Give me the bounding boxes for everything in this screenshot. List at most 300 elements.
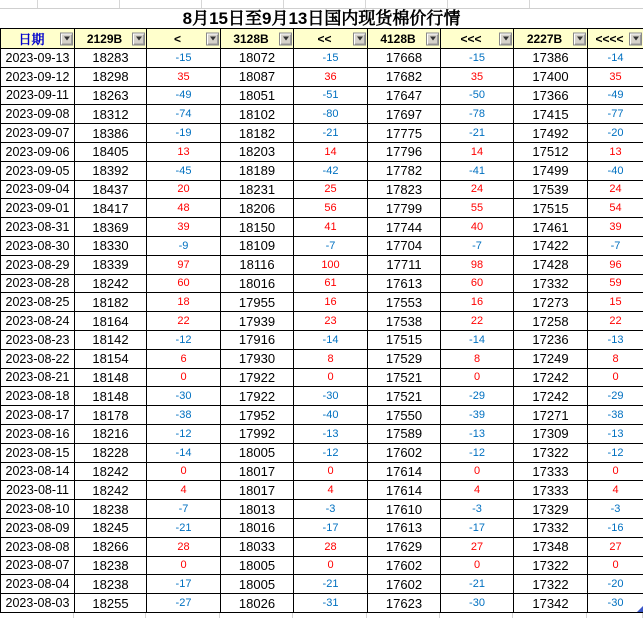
table-row [1, 500, 643, 519]
price-cell: 17332 [514, 518, 588, 537]
change-cell: 39 [588, 218, 643, 237]
change-cell: 0 [588, 368, 643, 387]
sheet-gridlines-bottom [0, 613, 643, 618]
change-cell: -16 [588, 518, 643, 537]
price-cell: 17682 [368, 67, 441, 86]
change-cell: 16 [294, 293, 368, 312]
price-cell: 17647 [368, 86, 441, 105]
column-header-label: <<<< [595, 31, 624, 46]
change-cell: -27 [147, 594, 221, 613]
header-cell-2227B [514, 29, 588, 49]
table-row [1, 105, 643, 124]
change-cell: 27 [441, 537, 514, 556]
change-cell: 35 [441, 67, 514, 86]
table-row [1, 255, 643, 274]
chevron-down-icon [357, 37, 363, 41]
change-cell: -19 [147, 124, 221, 143]
change-cell: -41 [441, 161, 514, 180]
date-cell: 2023-08-04 [1, 575, 75, 594]
date-cell: 2023-09-07 [1, 124, 75, 143]
change-cell: -12 [147, 330, 221, 349]
date-cell: 2023-08-21 [1, 368, 75, 387]
change-cell: 28 [294, 537, 368, 556]
date-cell: 2023-08-31 [1, 218, 75, 237]
price-cell: 17613 [368, 518, 441, 537]
column-header-label: << [317, 31, 332, 46]
price-cell: 17236 [514, 330, 588, 349]
table-row [1, 349, 643, 368]
price-cell: 17332 [514, 274, 588, 293]
price-cell: 17309 [514, 424, 588, 443]
change-cell: 4 [441, 481, 514, 500]
change-cell: -17 [294, 518, 368, 537]
price-cell: 18148 [75, 387, 147, 406]
filter-dropdown-button[interactable] [573, 32, 586, 45]
price-cell: 17348 [514, 537, 588, 556]
price-cell: 18437 [75, 180, 147, 199]
filter-dropdown-button[interactable] [132, 32, 145, 45]
change-cell: 60 [441, 274, 514, 293]
change-cell: 0 [441, 368, 514, 387]
price-cell: 17515 [514, 199, 588, 218]
table-row [1, 387, 643, 406]
table-row [1, 218, 643, 237]
date-cell: 2023-08-10 [1, 500, 75, 519]
table-row [1, 424, 643, 443]
date-cell: 2023-09-11 [1, 86, 75, 105]
header-cell-4128B [368, 29, 441, 49]
price-cell: 17602 [368, 443, 441, 462]
price-cell: 18189 [221, 161, 294, 180]
change-cell: 61 [294, 274, 368, 293]
change-cell: -21 [294, 124, 368, 143]
price-cell: 17492 [514, 124, 588, 143]
price-cell: 18242 [75, 481, 147, 500]
change-cell: 24 [588, 180, 643, 199]
chevron-down-icon [136, 37, 142, 41]
change-cell: -15 [441, 49, 514, 68]
price-cell: 17529 [368, 349, 441, 368]
chevron-down-icon [64, 37, 70, 41]
change-cell: 100 [294, 255, 368, 274]
change-cell: -7 [441, 236, 514, 255]
change-cell: -14 [588, 49, 643, 68]
price-cell: 18206 [221, 199, 294, 218]
price-cell: 17916 [221, 330, 294, 349]
change-cell: -38 [147, 406, 221, 425]
price-cell: 17704 [368, 236, 441, 255]
change-cell: -29 [441, 387, 514, 406]
change-cell: 48 [147, 199, 221, 218]
price-cell: 17499 [514, 161, 588, 180]
date-cell: 2023-08-17 [1, 406, 75, 425]
price-cell: 17273 [514, 293, 588, 312]
price-cell: 18330 [75, 236, 147, 255]
table-row [1, 443, 643, 462]
table-row [1, 274, 643, 293]
change-cell: -13 [588, 424, 643, 443]
price-cell: 18005 [221, 575, 294, 594]
price-cell: 18087 [221, 67, 294, 86]
price-cell: 18005 [221, 443, 294, 462]
price-cell: 18148 [75, 368, 147, 387]
date-cell: 2023-08-29 [1, 255, 75, 274]
change-cell: 41 [294, 218, 368, 237]
change-cell: 0 [441, 462, 514, 481]
change-cell: -7 [588, 236, 643, 255]
table-row [1, 481, 643, 500]
sheet-gridlines-top [0, 0, 643, 9]
price-cell: 17922 [221, 387, 294, 406]
price-cell: 18417 [75, 199, 147, 218]
table-row [1, 180, 643, 199]
date-cell: 2023-08-16 [1, 424, 75, 443]
change-cell: 36 [294, 67, 368, 86]
change-cell: 35 [588, 67, 643, 86]
change-cell: 0 [147, 462, 221, 481]
change-cell: 4 [294, 481, 368, 500]
price-cell: 17512 [514, 142, 588, 161]
change-cell: 6 [147, 349, 221, 368]
price-cell: 18242 [75, 274, 147, 293]
page-title: 8月15日至9月13日国内现货棉价行情 [182, 9, 461, 28]
change-cell: -40 [294, 406, 368, 425]
date-cell: 2023-08-18 [1, 387, 75, 406]
date-cell: 2023-08-11 [1, 481, 75, 500]
price-cell: 17333 [514, 481, 588, 500]
price-cell: 17366 [514, 86, 588, 105]
header-cell-change-1 [147, 29, 221, 49]
change-cell: -80 [294, 105, 368, 124]
change-cell: -14 [294, 330, 368, 349]
price-cell: 18072 [221, 49, 294, 68]
table-row [1, 124, 643, 143]
price-cell: 18102 [221, 105, 294, 124]
date-cell: 2023-08-30 [1, 236, 75, 255]
change-cell: 0 [294, 368, 368, 387]
change-cell: -15 [294, 49, 368, 68]
header-cell-change-3 [441, 29, 514, 49]
price-cell: 17322 [514, 575, 588, 594]
price-cell: 18178 [75, 406, 147, 425]
column-header-label: 2227B [526, 31, 563, 46]
cell-corner-marker [637, 606, 643, 612]
price-cell: 17242 [514, 387, 588, 406]
change-cell: -45 [147, 161, 221, 180]
price-cell: 17249 [514, 349, 588, 368]
price-cell: 17922 [221, 368, 294, 387]
table-body [1, 49, 643, 613]
price-cell: 17823 [368, 180, 441, 199]
price-cell: 18142 [75, 330, 147, 349]
change-cell: 22 [147, 312, 221, 331]
change-cell: -3 [588, 500, 643, 519]
table-row [1, 462, 643, 481]
price-cell: 18255 [75, 594, 147, 613]
price-cell: 18242 [75, 462, 147, 481]
price-cell: 17422 [514, 236, 588, 255]
change-cell: 0 [441, 556, 514, 575]
price-cell: 17329 [514, 500, 588, 519]
change-cell: -3 [294, 500, 368, 519]
price-cell: 17668 [368, 49, 441, 68]
price-cell: 18033 [221, 537, 294, 556]
price-cell: 18013 [221, 500, 294, 519]
change-cell: -12 [441, 443, 514, 462]
price-cell: 18116 [221, 255, 294, 274]
price-cell: 17515 [368, 330, 441, 349]
price-cell: 18016 [221, 518, 294, 537]
date-cell: 2023-08-14 [1, 462, 75, 481]
change-cell: 96 [588, 255, 643, 274]
price-cell: 17614 [368, 481, 441, 500]
change-cell: -49 [588, 86, 643, 105]
change-cell: -17 [441, 518, 514, 537]
change-cell: -42 [294, 161, 368, 180]
change-cell: 60 [147, 274, 221, 293]
change-cell: -30 [588, 594, 643, 613]
price-cell: 18405 [75, 142, 147, 161]
table-row [1, 142, 643, 161]
change-cell: -12 [588, 443, 643, 462]
column-header-label: <<< [460, 31, 482, 46]
change-cell: -13 [294, 424, 368, 443]
change-cell: 14 [294, 142, 368, 161]
price-cell: 17697 [368, 105, 441, 124]
price-cell: 17400 [514, 67, 588, 86]
change-cell: -12 [147, 424, 221, 443]
price-cell: 17613 [368, 274, 441, 293]
change-cell: 4 [147, 481, 221, 500]
change-cell: 16 [441, 293, 514, 312]
date-cell: 2023-08-15 [1, 443, 75, 462]
change-cell: -21 [441, 575, 514, 594]
price-cell: 17623 [368, 594, 441, 613]
change-cell: 0 [147, 556, 221, 575]
price-cell: 17461 [514, 218, 588, 237]
price-cell: 18109 [221, 236, 294, 255]
change-cell: -39 [441, 406, 514, 425]
date-cell: 2023-09-08 [1, 105, 75, 124]
chevron-down-icon [283, 37, 289, 41]
change-cell: 28 [147, 537, 221, 556]
column-header-label: 2129B [86, 31, 123, 46]
table-row [1, 199, 643, 218]
price-cell: 17744 [368, 218, 441, 237]
change-cell: -9 [147, 236, 221, 255]
price-cell: 18154 [75, 349, 147, 368]
date-cell: 2023-08-28 [1, 274, 75, 293]
price-cell: 17415 [514, 105, 588, 124]
chevron-down-icon [210, 37, 216, 41]
price-table [0, 28, 643, 613]
table-row [1, 368, 643, 387]
date-cell: 2023-08-07 [1, 556, 75, 575]
price-cell: 18182 [221, 124, 294, 143]
date-cell: 2023-09-04 [1, 180, 75, 199]
price-cell: 18016 [221, 274, 294, 293]
price-cell: 17610 [368, 500, 441, 519]
change-cell: 56 [294, 199, 368, 218]
price-cell: 18339 [75, 255, 147, 274]
date-cell: 2023-08-23 [1, 330, 75, 349]
filter-dropdown-button[interactable] [629, 32, 642, 45]
price-cell: 17930 [221, 349, 294, 368]
change-cell: -20 [588, 124, 643, 143]
price-cell: 17538 [368, 312, 441, 331]
change-cell: -13 [588, 330, 643, 349]
change-cell: -51 [294, 86, 368, 105]
change-cell: 54 [588, 199, 643, 218]
change-cell: -3 [441, 500, 514, 519]
change-cell: 14 [441, 142, 514, 161]
price-cell: 18026 [221, 594, 294, 613]
table-row [1, 406, 643, 425]
price-cell: 18164 [75, 312, 147, 331]
price-cell: 18005 [221, 556, 294, 575]
price-cell: 17342 [514, 594, 588, 613]
price-cell: 17333 [514, 462, 588, 481]
price-cell: 17711 [368, 255, 441, 274]
filter-dropdown-button[interactable] [206, 32, 219, 45]
change-cell: -29 [588, 387, 643, 406]
header-cell-2129B [75, 29, 147, 49]
table-row [1, 67, 643, 86]
price-cell: 18263 [75, 86, 147, 105]
change-cell: -77 [588, 105, 643, 124]
change-cell: -12 [294, 443, 368, 462]
filter-dropdown-button[interactable] [60, 32, 73, 45]
price-cell: 17614 [368, 462, 441, 481]
table-row [1, 86, 643, 105]
change-cell: 8 [588, 349, 643, 368]
change-cell: 35 [147, 67, 221, 86]
header-cell-date [1, 29, 75, 49]
change-cell: 13 [588, 142, 643, 161]
price-cell: 18238 [75, 500, 147, 519]
price-cell: 17242 [514, 368, 588, 387]
column-header-label: 4128B [380, 31, 416, 46]
price-cell: 18245 [75, 518, 147, 537]
table-row [1, 236, 643, 255]
price-cell: 17799 [368, 199, 441, 218]
change-cell: -30 [441, 594, 514, 613]
price-cell: 18369 [75, 218, 147, 237]
date-cell: 2023-09-12 [1, 67, 75, 86]
price-cell: 17271 [514, 406, 588, 425]
table-row [1, 49, 643, 68]
table-row [1, 556, 643, 575]
price-cell: 18238 [75, 556, 147, 575]
change-cell: -13 [441, 424, 514, 443]
date-cell: 2023-09-05 [1, 161, 75, 180]
filter-dropdown-button[interactable] [426, 32, 439, 45]
price-cell: 17955 [221, 293, 294, 312]
filter-dropdown-button[interactable] [353, 32, 366, 45]
change-cell: -20 [588, 575, 643, 594]
date-cell: 2023-09-13 [1, 49, 75, 68]
price-cell: 17992 [221, 424, 294, 443]
change-cell: -21 [441, 124, 514, 143]
change-cell: -14 [147, 443, 221, 462]
column-header-label: 3128B [233, 31, 269, 46]
filter-dropdown-button[interactable] [279, 32, 292, 45]
price-cell: 18150 [221, 218, 294, 237]
change-cell: -30 [147, 387, 221, 406]
change-cell: 0 [294, 462, 368, 481]
change-cell: -38 [588, 406, 643, 425]
change-cell: -78 [441, 105, 514, 124]
table-row [1, 312, 643, 331]
price-cell: 18216 [75, 424, 147, 443]
change-cell: 25 [294, 180, 368, 199]
price-cell: 17952 [221, 406, 294, 425]
change-cell: 0 [294, 556, 368, 575]
table-row [1, 575, 643, 594]
date-cell: 2023-08-24 [1, 312, 75, 331]
table-row [1, 293, 643, 312]
price-cell: 17539 [514, 180, 588, 199]
price-cell: 17775 [368, 124, 441, 143]
price-cell: 17589 [368, 424, 441, 443]
change-cell: 18 [147, 293, 221, 312]
price-cell: 17550 [368, 406, 441, 425]
change-cell: -31 [294, 594, 368, 613]
price-cell: 18392 [75, 161, 147, 180]
chevron-down-icon [577, 37, 583, 41]
header-cell-3128B [221, 29, 294, 49]
column-header-label: 日期 [18, 32, 45, 47]
date-cell: 2023-09-06 [1, 142, 75, 161]
price-cell: 17521 [368, 368, 441, 387]
price-cell: 18238 [75, 575, 147, 594]
table-row [1, 594, 643, 613]
change-cell: -7 [147, 500, 221, 519]
change-cell: -30 [294, 387, 368, 406]
price-cell: 17521 [368, 387, 441, 406]
change-cell: 15 [588, 293, 643, 312]
chevron-down-icon [633, 37, 639, 41]
date-cell: 2023-09-01 [1, 199, 75, 218]
price-cell: 18203 [221, 142, 294, 161]
change-cell: 97 [147, 255, 221, 274]
change-cell: -49 [147, 86, 221, 105]
change-cell: 24 [441, 180, 514, 199]
change-cell: 20 [147, 180, 221, 199]
chevron-down-icon [503, 37, 509, 41]
filter-dropdown-button[interactable] [499, 32, 512, 45]
price-cell: 18266 [75, 537, 147, 556]
table-row [1, 161, 643, 180]
change-cell: -50 [441, 86, 514, 105]
change-cell: 22 [588, 312, 643, 331]
change-cell: 0 [588, 462, 643, 481]
price-cell: 18228 [75, 443, 147, 462]
price-cell: 18312 [75, 105, 147, 124]
price-cell: 17428 [514, 255, 588, 274]
change-cell: 13 [147, 142, 221, 161]
price-cell: 17258 [514, 312, 588, 331]
table-row [1, 518, 643, 537]
change-cell: 27 [588, 537, 643, 556]
price-cell: 18017 [221, 462, 294, 481]
header-cell-change-4 [588, 29, 643, 49]
change-cell: 0 [147, 368, 221, 387]
change-cell: -21 [147, 518, 221, 537]
change-cell: -40 [588, 161, 643, 180]
date-cell: 2023-08-03 [1, 594, 75, 613]
header-row [1, 29, 643, 49]
